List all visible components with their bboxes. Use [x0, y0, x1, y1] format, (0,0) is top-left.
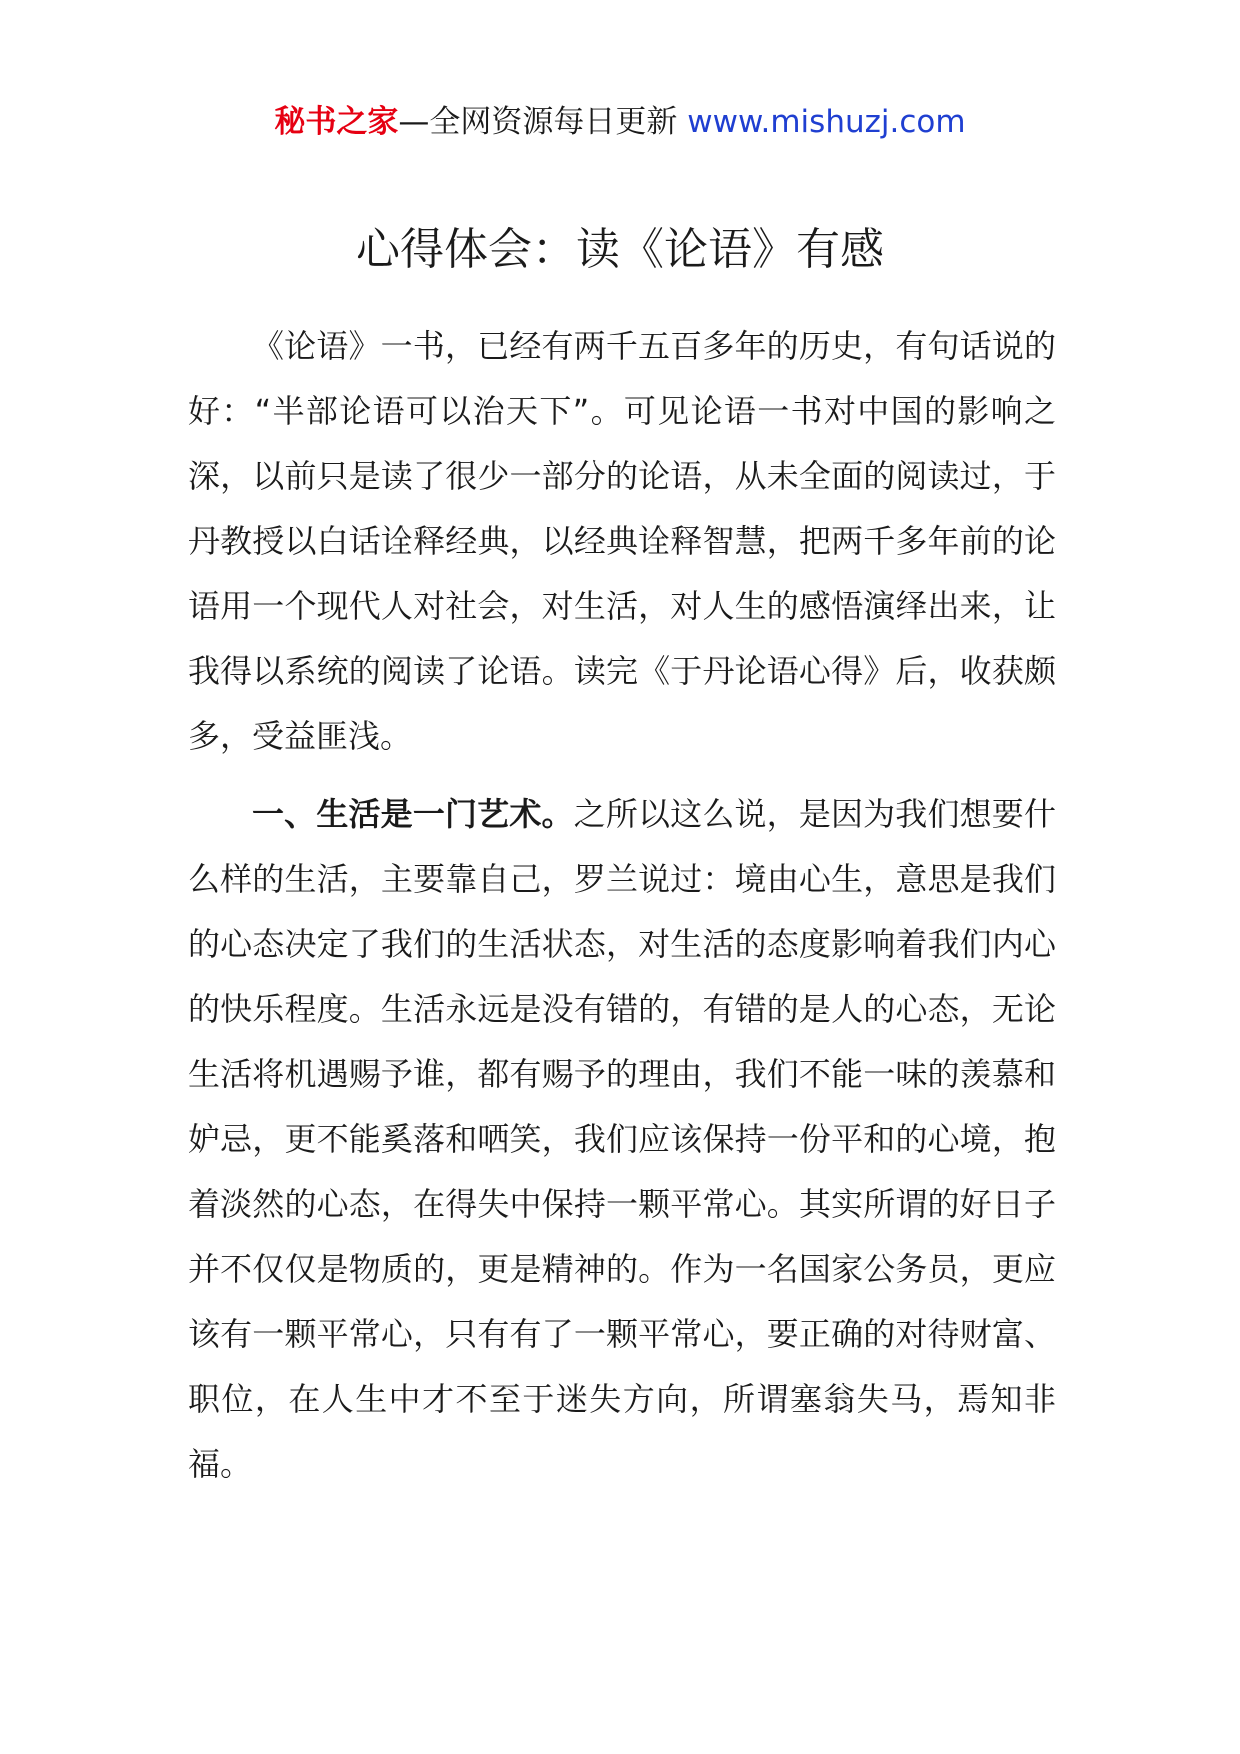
paragraph-intro-text: 《论语》一书，已经有两千五百多年的历史，有句话说的好：“半部论语可以治天下”。可见论语一书对中国的影响之深，以前只是读了很少一部分的论语，从未全面的阅读过，于丹教授以白话诠释经典，以经典诠释智慧，把两千多年前的论语用一个现代人对社会，对生活，对人生的感悟演绎出来，让我得以系统的阅读了论语。读完《于丹论语心得》后，收获颇多，受益匪浅。: [188, 327, 1056, 755]
section-heading: 一、生活是一门艺术。: [252, 795, 574, 833]
paragraph-section-1: [188, 782, 1056, 1497]
brand-name: 秘书之家: [274, 104, 399, 140]
paragraph-section-1-text: 之所以这么说，是因为我们想要什么样的生活，主要靠自己，罗兰说过：境由心生，意思是我们的心态决定了我们的生活状态，对生活的态度影响着我们内心的快乐程度。生活永远是没有错的，有错的是人的心态，无论生活将机遇赐予谁，都有赐予的理由，我们不能一味的羡慕和妒忌，更不能奚落和哂笑，我们应该保持一份平和的心境，抱着淡然的心态，在得失中保持一颗平常心。其实所谓的好日子并不仅仅是物质的，更是精神的。作为一名国家公务员，更应该有一颗平常心，只有有了一颗平常心，要正确的对待财富、职位，在人生中才不至于迷失方向，所谓塞翁失马，焉知非福。: [188, 795, 1056, 1483]
document-title: 心得体会：读《论语》有感: [356, 224, 884, 275]
site-url-link[interactable]: www.mishuzj.com: [687, 104, 966, 140]
site-header: [0, 100, 1240, 144]
paragraph-intro: [188, 314, 1056, 769]
header-tagline: —全网资源每日更新: [398, 104, 688, 140]
